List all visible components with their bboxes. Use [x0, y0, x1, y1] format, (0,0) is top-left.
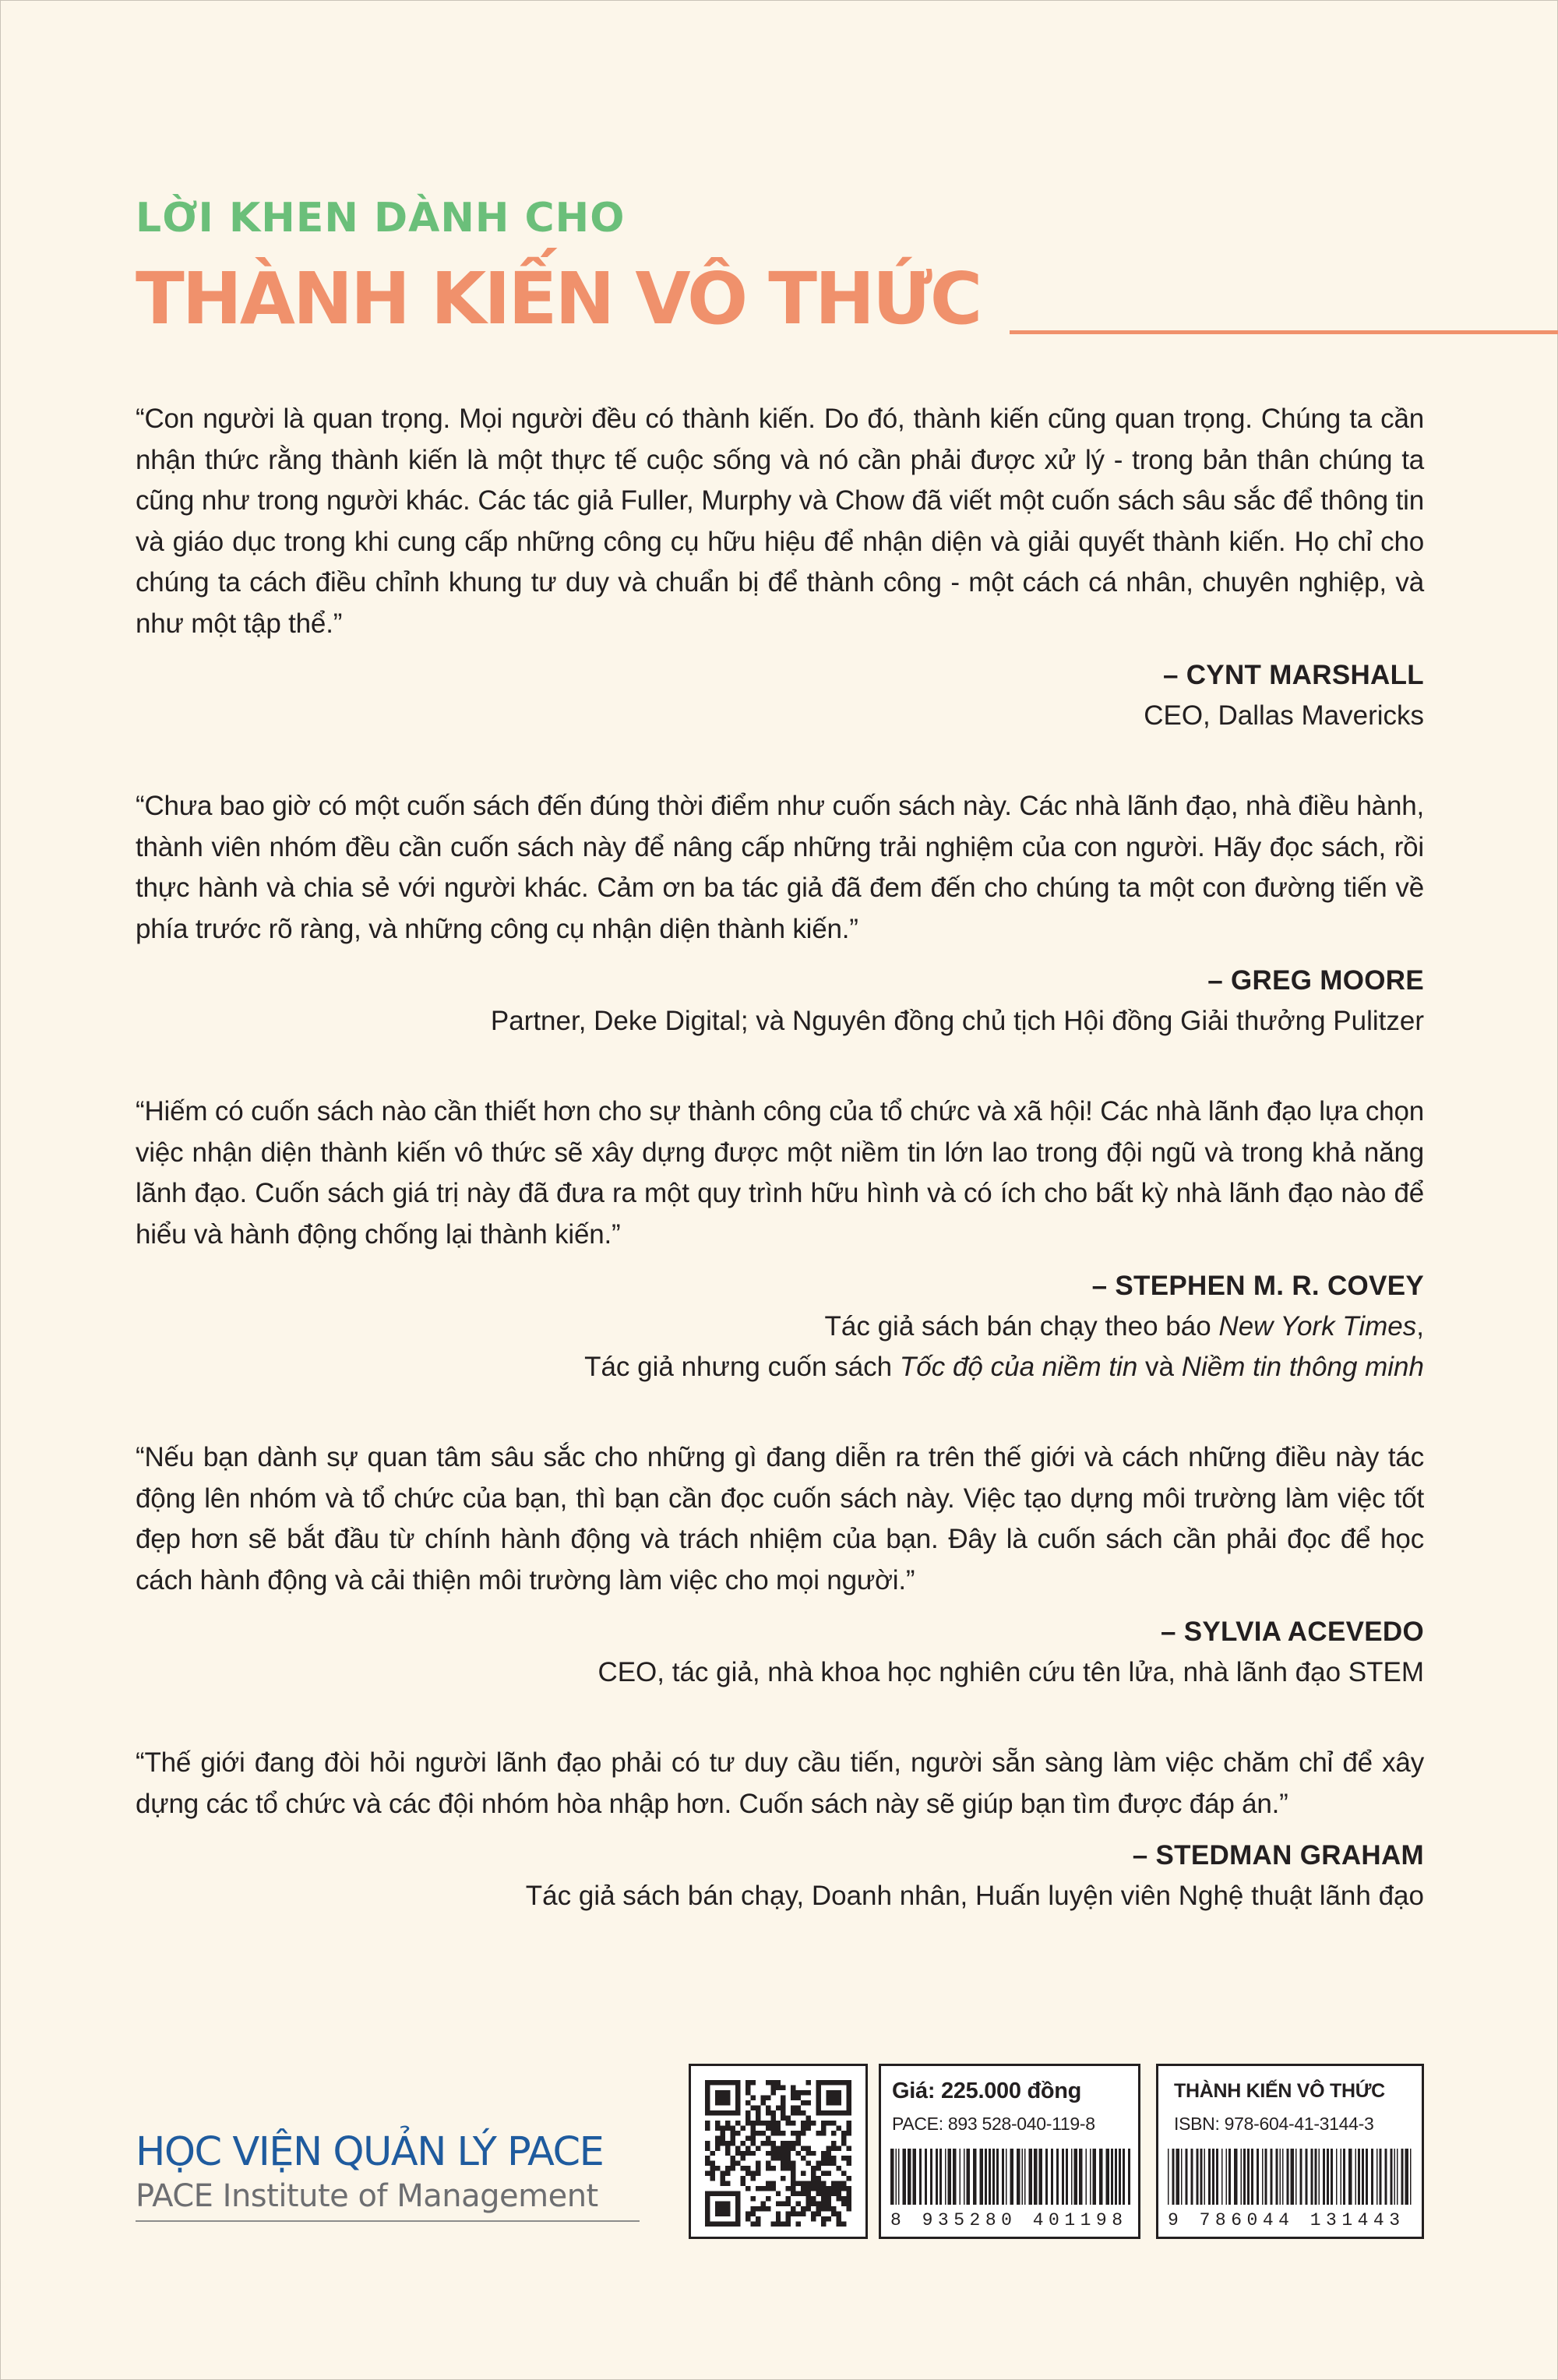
publisher-underline: [136, 2220, 640, 2222]
price-barcode-number: 8 935280 401198: [890, 2210, 1128, 2230]
review-covey: [136, 1091, 1424, 1387]
review-quote: “Chưa bao giờ có một cuốn sách đến đúng thời điểm như cuốn sách này. Các nhà lãnh đạo, nhà điều hành, thành viên nhóm đều cần cuốn sách này để nâng cấp những trải nghiệm của con người. Hãy đọc sách, rồi thực hành và chia sẻ với người khác. Cảm ơn ba tác giả đã đem đến cho chúng ta một con đường tiến về phía trước rõ ràng, và những công cụ nhận diện thành kiến.”: [136, 791, 1424, 944]
review-author: – STEPHEN M. R. COVEY: [1091, 1271, 1424, 1301]
review-attribution: [136, 655, 1424, 736]
reviews-section: [136, 399, 1424, 1916]
review-quote: “Hiếm có cuốn sách nào cần thiết hơn cho sự thành công của tổ chức và xã hội! Các nhà lãnh đạo lựa chọn việc nhận diện thành kiến vô thức sẽ xây dựng được một niềm tin lớn lao trong đội ngũ và trong khả năng lãnh đạo. Cuốn sách giá trị này đã đưa ra một quy trình hữu hình và có ích cho bất kỳ nhà lãnh đạo nào để hiểu và hành động chống lại thành kiến.”: [136, 1096, 1424, 1250]
book-title: THÀNH KIẾN VÔ THỨC: [136, 257, 981, 340]
review-acevedo: [136, 1437, 1424, 1693]
review-author-role: CEO, Dallas Mavericks: [1144, 700, 1424, 731]
publisher-name-vi: HỌC VIỆN QUẢN LÝ PACE: [136, 2129, 604, 2175]
review-graham: [136, 1743, 1424, 1916]
price-box: [879, 2064, 1140, 2239]
review-author: – STEDMAN GRAHAM: [1132, 1840, 1424, 1871]
review-quote: “Thế giới đang đòi hỏi người lãnh đạo phải có tư duy cầu tiến, người sẵn sàng làm việc chăm chỉ để xây dựng các tổ chức và các đội nhóm hòa nhập hơn. Cuốn sách này sẽ giúp bạn tìm được đáp án.”: [136, 1747, 1424, 1819]
review-author-role: CEO, tác giả, nhà khoa học nghiên cứu tên lửa, nhà lãnh đạo STEM: [597, 1657, 1424, 1687]
review-moore: [136, 786, 1424, 1042]
review-author-role-2: Tác giả nhưng cuốn sách Tốc độ của niềm tin và Niềm tin thông minh: [584, 1352, 1424, 1382]
qr-code-icon: [705, 2080, 851, 2227]
review-marshall: [136, 399, 1424, 736]
isbn-barcode-number: 9 786044 131443: [1168, 2210, 1405, 2230]
qr-code-box: [689, 2064, 868, 2239]
price-barcode-icon: [890, 2149, 1133, 2205]
review-author: – CYNT MARSHALL: [1162, 660, 1424, 690]
review-quote: “Nếu bạn dành sự quan tâm sâu sắc cho những gì đang diễn ra trên thế giới và cách những điều này tác động lên nhóm và tổ chức của bạn, thì bạn cần đọc cuốn sách này. Việc tạo dựng môi trường làm việc tốt đẹp hơn sẽ bắt đầu từ chính hành động và trách nhiệm của bạn. Đây là cuốn sách cần phải đọc để học cách hành động và cải thiện môi trường làm việc cho mọi người.”: [136, 1442, 1424, 1595]
praise-kicker: LỜI KHEN DÀNH CHO: [136, 195, 626, 242]
publisher-code: PACE: 893 528-040-119-8: [892, 2114, 1095, 2134]
isbn-book-title: THÀNH KIẾN VÔ THỨC: [1174, 2080, 1385, 2102]
review-author: – SYLVIA ACEVEDO: [1160, 1617, 1424, 1647]
title-rule: [1010, 330, 1558, 334]
review-author-role: Tác giả sách bán chạy theo báo New York Times,: [824, 1311, 1424, 1342]
review-attribution: [136, 1835, 1424, 1916]
publisher-logo: [136, 2130, 642, 2222]
isbn-label: ISBN: 978-604-41-3144-3: [1174, 2114, 1374, 2134]
review-attribution: [136, 1266, 1424, 1387]
publisher-name-en: PACE Institute of Management: [136, 2178, 598, 2214]
review-author-role: Tác giả sách bán chạy, Doanh nhân, Huấn luyện viên Nghệ thuật lãnh đạo: [525, 1881, 1424, 1911]
review-author: – GREG MOORE: [1207, 965, 1424, 996]
isbn-barcode-icon: [1168, 2149, 1415, 2205]
isbn-box: [1156, 2064, 1424, 2239]
review-attribution: [136, 1612, 1424, 1693]
review-attribution: [136, 961, 1424, 1042]
price-label: Giá: 225.000 đồng: [892, 2079, 1082, 2103]
review-quote: “Con người là quan trọng. Mọi người đều có thành kiến. Do đó, thành kiến cũng quan trọng. Chúng ta cần nhận thức rằng thành kiến là một thực tế cuộc sống và nó cần phải được xử lý - trong bản thân chúng ta cũng như trong người khác. Các tác giả Fuller, Murphy và Chow đã viết một cuốn sách sâu sắc để thông tin và giáo dục trong khi cung cấp những công cụ hữu hiệu để nhận diện và giải quyết thành kiến. Họ chỉ cho chúng ta cách điều chỉnh khung tư duy và chuẩn bị để thành công - một cách cá nhân, chuyên nghiệp, và như một tập thể.”: [136, 404, 1424, 639]
review-author-role: Partner, Deke Digital; và Nguyên đồng chủ tịch Hội đồng Giải thưởng Pulitzer: [490, 1006, 1424, 1036]
